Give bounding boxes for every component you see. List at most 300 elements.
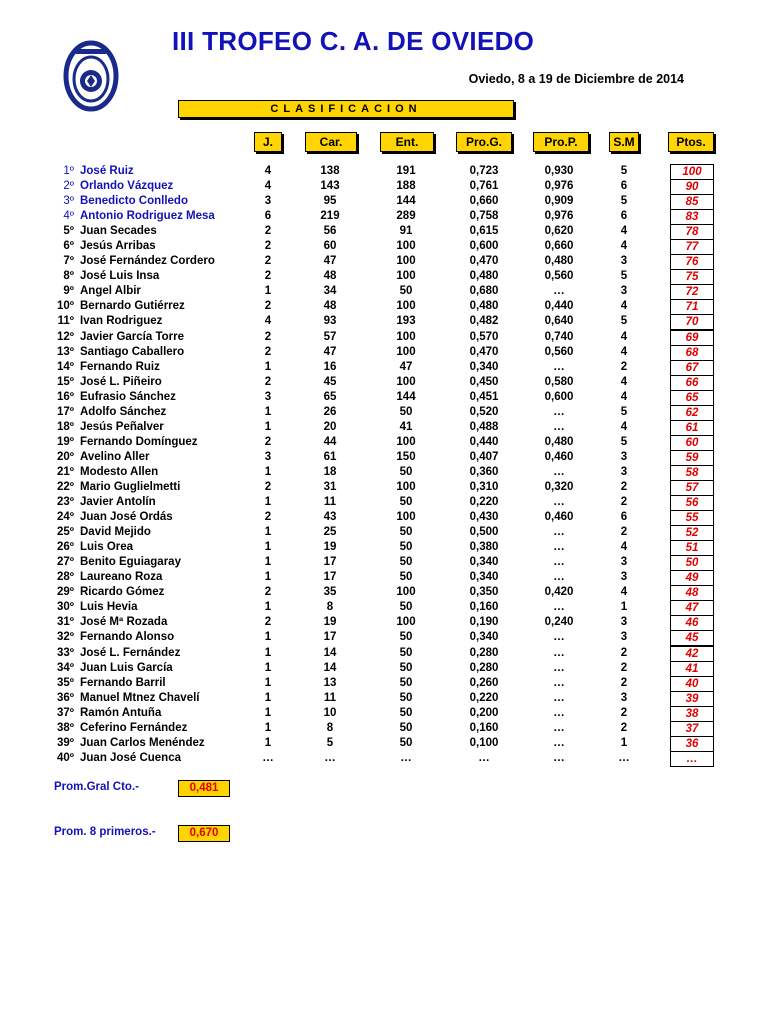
table-row (0, 164, 768, 179)
row-j: 1 (264, 601, 272, 614)
prom-8-label: Prom. 8 primeros.- (54, 826, 156, 838)
row-name: Fernando Alonso (80, 631, 175, 644)
row-j: 2 (264, 270, 272, 283)
row-sm: 2 (620, 661, 628, 674)
row-j: 6 (264, 210, 272, 223)
row-position: 26º (57, 541, 74, 554)
row-position: 3º (63, 195, 74, 208)
row-ent: 91 (399, 225, 413, 238)
row-prop: 0,320 (544, 480, 574, 493)
row-prog: 0,220 (469, 496, 499, 509)
row-name: Ceferino Fernández (80, 721, 188, 734)
row-car: 20 (323, 420, 337, 433)
row-prog: 0,280 (469, 646, 499, 659)
row-j: 1 (264, 631, 272, 644)
row-prop: … (553, 541, 565, 554)
row-car: 10 (323, 706, 337, 719)
row-points: 71 (670, 299, 714, 315)
row-car: 138 (320, 165, 340, 177)
table-row (0, 420, 768, 435)
row-j: 1 (264, 360, 272, 373)
classification-banner: CLASIFICACION (178, 100, 514, 118)
row-ent: 50 (399, 601, 413, 614)
row-prog: 0,260 (469, 676, 499, 689)
row-car: 95 (323, 195, 337, 208)
row-prog: 0,723 (469, 165, 499, 177)
row-prog: 0,160 (469, 721, 499, 734)
row-prop: 0,740 (544, 330, 574, 343)
row-car: 143 (320, 180, 340, 193)
row-name: José L. Fernández (80, 646, 181, 659)
row-name: Jesús Arribas (80, 240, 156, 253)
row-prop: … (553, 646, 565, 659)
table-row (0, 555, 768, 570)
row-name: Eufrasio Sánchez (80, 390, 176, 403)
row-car: 31 (323, 480, 337, 493)
row-prog: 0,450 (469, 375, 499, 388)
row-ent: 100 (396, 480, 416, 493)
row-j: 1 (264, 420, 272, 433)
row-points: 62 (670, 405, 714, 421)
row-prop: … (553, 721, 565, 734)
row-name: Juan Luis García (80, 661, 173, 674)
row-position: 40º (57, 751, 74, 764)
row-ent: 100 (396, 511, 416, 524)
table-row (0, 721, 768, 736)
row-sm: 4 (620, 375, 628, 388)
row-name: Benito Eguiagaray (80, 556, 181, 569)
row-ent: 100 (396, 435, 416, 448)
row-sm: 3 (620, 465, 628, 478)
table-row (0, 239, 768, 254)
row-position: 36º (57, 691, 74, 704)
row-ent: 100 (396, 300, 416, 313)
row-prog: 0,680 (469, 285, 499, 298)
row-name: Luis Orea (80, 541, 134, 554)
row-j: 2 (264, 225, 272, 238)
row-ent: 144 (396, 390, 416, 403)
row-points: 50 (670, 555, 714, 571)
row-position: 35º (57, 676, 74, 689)
row-name: Luis Hevia (80, 601, 138, 614)
row-position: 16º (57, 390, 74, 403)
row-prop: 0,660 (544, 240, 574, 253)
row-sm: 5 (620, 315, 628, 328)
row-name: Antonio Rodriguez Mesa (80, 210, 215, 223)
row-prog: 0,660 (469, 195, 499, 208)
row-ent: 50 (399, 496, 413, 509)
table-row (0, 751, 768, 766)
row-j: 2 (264, 616, 272, 629)
row-prop: … (553, 465, 565, 478)
row-position: 27º (57, 556, 74, 569)
row-car: 19 (323, 616, 337, 629)
row-prop: … (553, 736, 565, 749)
row-ent: 100 (396, 586, 416, 599)
row-prop: 0,560 (544, 345, 574, 358)
row-name: Laureano Roza (80, 571, 163, 584)
table-row (0, 435, 768, 450)
row-prog: 0,600 (469, 240, 499, 253)
row-prog: 0,761 (469, 180, 499, 193)
table-row (0, 480, 768, 495)
row-points: 85 (670, 194, 714, 210)
row-j: 2 (264, 330, 272, 343)
row-sm: 1 (620, 736, 628, 749)
row-j: 1 (264, 661, 272, 674)
table-row (0, 540, 768, 555)
row-name: Juan José Cuenca (80, 751, 181, 764)
column-header-prog: Pro.G. (456, 132, 512, 152)
row-prog: 0,350 (469, 586, 499, 599)
row-position: 38º (57, 721, 74, 734)
row-points: 68 (670, 345, 714, 361)
row-ent: 100 (396, 255, 416, 268)
table-row (0, 736, 768, 751)
row-ent: 50 (399, 706, 413, 719)
row-name: Fernando Domínguez (80, 435, 198, 448)
row-j: 2 (264, 375, 272, 388)
row-prog: 0,190 (469, 616, 499, 629)
row-prop: … (553, 285, 565, 298)
row-j: 1 (264, 405, 272, 418)
row-points: 100 (670, 164, 714, 180)
row-points: 76 (670, 254, 714, 270)
page-title: III TROFEO C. A. DE OVIEDO (172, 26, 535, 56)
row-points: 58 (670, 465, 714, 481)
column-header-ent: Ent. (380, 132, 434, 152)
row-points: 55 (670, 510, 714, 526)
row-ent: 50 (399, 526, 413, 539)
row-ent: 100 (396, 330, 416, 343)
row-name: Fernando Barril (80, 676, 166, 689)
row-name: Javier Antolín (80, 496, 156, 509)
row-car: 48 (323, 270, 337, 283)
row-sm: 4 (620, 390, 628, 403)
row-j: 1 (264, 496, 272, 509)
row-j: 1 (264, 541, 272, 554)
row-prog: 0,340 (469, 556, 499, 569)
row-points: 38 (670, 706, 714, 722)
row-prop: 0,460 (544, 450, 574, 463)
row-car: 14 (323, 646, 337, 659)
row-name: Benedicto Conlledo (80, 195, 188, 208)
row-sm: 6 (620, 511, 628, 524)
row-points: 72 (670, 284, 714, 300)
row-name: Juan Carlos Menéndez (80, 736, 205, 749)
row-points: 47 (670, 600, 714, 616)
row-sm: 6 (620, 210, 628, 223)
row-position: 6º (63, 240, 74, 253)
row-points: … (670, 751, 714, 767)
row-j: 2 (264, 300, 272, 313)
row-ent: 50 (399, 646, 413, 659)
row-car: 34 (323, 285, 337, 298)
row-j: 3 (264, 450, 272, 463)
row-name: Javier García Torre (80, 330, 184, 343)
row-car: 16 (323, 360, 337, 373)
row-sm: 2 (620, 721, 628, 734)
row-ent: 193 (396, 315, 416, 328)
row-sm: 5 (620, 165, 628, 177)
row-position: 5º (63, 225, 74, 238)
row-ent: 188 (396, 180, 416, 193)
column-header-car: Car. (305, 132, 357, 152)
row-j: 2 (264, 511, 272, 524)
row-points: 83 (670, 209, 714, 225)
row-prog: 0,340 (469, 571, 499, 584)
row-points: 36 (670, 736, 714, 752)
table-row (0, 345, 768, 360)
row-prog: 0,615 (469, 225, 499, 238)
row-position: 34º (57, 661, 74, 674)
row-name: David Mejido (80, 526, 151, 539)
row-sm: 3 (620, 556, 628, 569)
row-j: 2 (264, 240, 272, 253)
row-prog: 0,451 (469, 390, 499, 403)
prom-gral-value: 0,481 (178, 780, 230, 797)
row-name: Santiago Caballero (80, 345, 185, 358)
table-row (0, 360, 768, 375)
row-prog: 0,407 (469, 450, 499, 463)
row-name: Angel Albir (80, 285, 141, 298)
row-car: 35 (323, 586, 337, 599)
row-ent: 50 (399, 571, 413, 584)
row-prop: … (553, 526, 565, 539)
row-j: … (262, 751, 274, 764)
row-car: 47 (323, 255, 337, 268)
row-ent: 50 (399, 285, 413, 298)
row-ent: 191 (396, 165, 416, 177)
row-name: José Fernández Cordero (80, 255, 215, 268)
row-sm: 4 (620, 330, 628, 343)
row-position: 4º (63, 210, 74, 223)
row-points: 42 (670, 646, 714, 662)
row-prog: 0,200 (469, 706, 499, 719)
row-sm: 3 (620, 255, 628, 268)
row-j: 1 (264, 571, 272, 584)
row-j: 4 (264, 180, 272, 193)
table-row (0, 676, 768, 691)
row-points: 57 (670, 480, 714, 496)
row-ent: … (400, 751, 412, 764)
row-points: 60 (670, 435, 714, 451)
row-prop: … (553, 631, 565, 644)
row-prog: 0,340 (469, 360, 499, 373)
table-row (0, 254, 768, 269)
column-header-j: J. (254, 132, 282, 152)
row-prog: 0,310 (469, 480, 499, 493)
table-row (0, 299, 768, 314)
row-ent: 50 (399, 676, 413, 689)
row-position: 11º (57, 315, 74, 328)
row-ent: 289 (396, 210, 416, 223)
table-row (0, 330, 768, 345)
row-sm: 2 (620, 676, 628, 689)
row-j: 1 (264, 676, 272, 689)
row-ent: 50 (399, 721, 413, 734)
row-car: 25 (323, 526, 337, 539)
row-prop: 0,440 (544, 300, 574, 313)
row-points: 49 (670, 570, 714, 586)
row-ent: 50 (399, 691, 413, 704)
row-points: 37 (670, 721, 714, 737)
row-car: 60 (323, 240, 337, 253)
club-emblem-icon (62, 35, 120, 117)
column-header-ptos: Ptos. (668, 132, 714, 152)
row-name: José Ruiz (80, 165, 134, 177)
row-prop: 0,460 (544, 511, 574, 524)
table-row (0, 375, 768, 390)
row-sm: 3 (620, 571, 628, 584)
row-ent: 100 (396, 270, 416, 283)
row-ent: 150 (396, 450, 416, 463)
row-position: 12º (57, 330, 74, 343)
row-sm: 3 (620, 691, 628, 704)
row-prog: 0,220 (469, 691, 499, 704)
row-prog: 0,570 (469, 330, 499, 343)
table-row (0, 661, 768, 676)
row-points: 41 (670, 661, 714, 677)
row-ent: 47 (399, 360, 413, 373)
row-name: Fernando Ruiz (80, 360, 160, 373)
column-header-sm: S.M (609, 132, 639, 152)
row-position: 28º (57, 571, 74, 584)
row-ent: 50 (399, 661, 413, 674)
row-position: 14º (57, 360, 74, 373)
row-prog: 0,480 (469, 300, 499, 313)
table-row (0, 646, 768, 661)
table-row (0, 630, 768, 645)
row-prop: … (553, 601, 565, 614)
row-position: 18º (57, 420, 74, 433)
row-points: 66 (670, 375, 714, 391)
row-car: … (324, 751, 336, 764)
row-prog: 0,500 (469, 526, 499, 539)
row-points: 52 (670, 525, 714, 541)
row-name: Manuel Mtnez Chavelí (80, 691, 200, 704)
row-ent: 144 (396, 195, 416, 208)
row-j: 2 (264, 435, 272, 448)
row-points: 75 (670, 269, 714, 285)
row-sm: 2 (620, 496, 628, 509)
row-ent: 50 (399, 736, 413, 749)
row-prog: 0,470 (469, 255, 499, 268)
prom-gral-label: Prom.Gral Cto.- (54, 781, 139, 793)
row-position: 8º (63, 270, 74, 283)
row-sm: 4 (620, 541, 628, 554)
row-sm: 1 (620, 601, 628, 614)
row-car: 48 (323, 300, 337, 313)
row-car: 47 (323, 345, 337, 358)
row-sm: 2 (620, 360, 628, 373)
row-sm: 2 (620, 646, 628, 659)
row-j: 1 (264, 706, 272, 719)
row-sm: 2 (620, 706, 628, 719)
row-points: 77 (670, 239, 714, 255)
row-prog: 0,482 (469, 315, 499, 328)
row-sm: 4 (620, 420, 628, 433)
row-prop: … (553, 496, 565, 509)
row-car: 45 (323, 375, 337, 388)
row-prog: 0,520 (469, 405, 499, 418)
row-j: 1 (264, 285, 272, 298)
row-ent: 41 (399, 420, 413, 433)
table-row (0, 450, 768, 465)
table-row (0, 570, 768, 585)
row-sm: 2 (620, 526, 628, 539)
prom-8-value: 0,670 (178, 825, 230, 842)
table-row (0, 209, 768, 224)
row-prog: … (478, 751, 490, 764)
row-car: 65 (323, 390, 337, 403)
row-name: Bernardo Gutiérrez (80, 300, 185, 313)
row-j: 3 (264, 390, 272, 403)
row-car: 11 (323, 691, 337, 704)
row-name: Mario Guglielmetti (80, 480, 181, 493)
table-row (0, 405, 768, 420)
row-j: 1 (264, 691, 272, 704)
row-ent: 50 (399, 541, 413, 554)
row-prop: 0,620 (544, 225, 574, 238)
row-prog: 0,340 (469, 631, 499, 644)
row-sm: 4 (620, 240, 628, 253)
row-name: José Mª Rozada (80, 616, 168, 629)
row-position: 15º (57, 375, 74, 388)
row-sm: 5 (620, 270, 628, 283)
row-prop: 0,560 (544, 270, 574, 283)
row-car: 17 (323, 556, 337, 569)
row-prog: 0,480 (469, 270, 499, 283)
row-sm: 4 (620, 225, 628, 238)
row-points: 69 (670, 330, 714, 346)
table-row (0, 465, 768, 480)
row-sm: 3 (620, 631, 628, 644)
row-position: 24º (57, 511, 74, 524)
row-j: 1 (264, 646, 272, 659)
row-prop: … (553, 751, 565, 764)
row-j: 2 (264, 345, 272, 358)
row-position: 30º (57, 601, 74, 614)
row-name: Orlando Vázquez (80, 180, 174, 193)
row-prop: 0,420 (544, 586, 574, 599)
row-sm: 6 (620, 180, 628, 193)
row-name: Adolfo Sánchez (80, 405, 167, 418)
table-row (0, 284, 768, 299)
row-points: 48 (670, 585, 714, 601)
row-sm: 2 (620, 480, 628, 493)
row-prop: … (553, 420, 565, 433)
row-position: 21º (57, 465, 74, 478)
row-points: 39 (670, 691, 714, 707)
table-row (0, 179, 768, 194)
row-points: 65 (670, 390, 714, 406)
row-car: 17 (323, 631, 337, 644)
row-prop: … (553, 405, 565, 418)
row-prop: 0,580 (544, 375, 574, 388)
row-j: 4 (264, 165, 272, 177)
row-sm: 4 (620, 345, 628, 358)
row-position: 39º (57, 736, 74, 749)
row-ent: 100 (396, 345, 416, 358)
row-position: 9º (63, 285, 74, 298)
table-row (0, 615, 768, 630)
row-car: 18 (323, 465, 337, 478)
row-name: Modesto Allen (80, 465, 159, 478)
row-prog: 0,488 (469, 420, 499, 433)
table-row (0, 269, 768, 284)
row-j: 1 (264, 721, 272, 734)
